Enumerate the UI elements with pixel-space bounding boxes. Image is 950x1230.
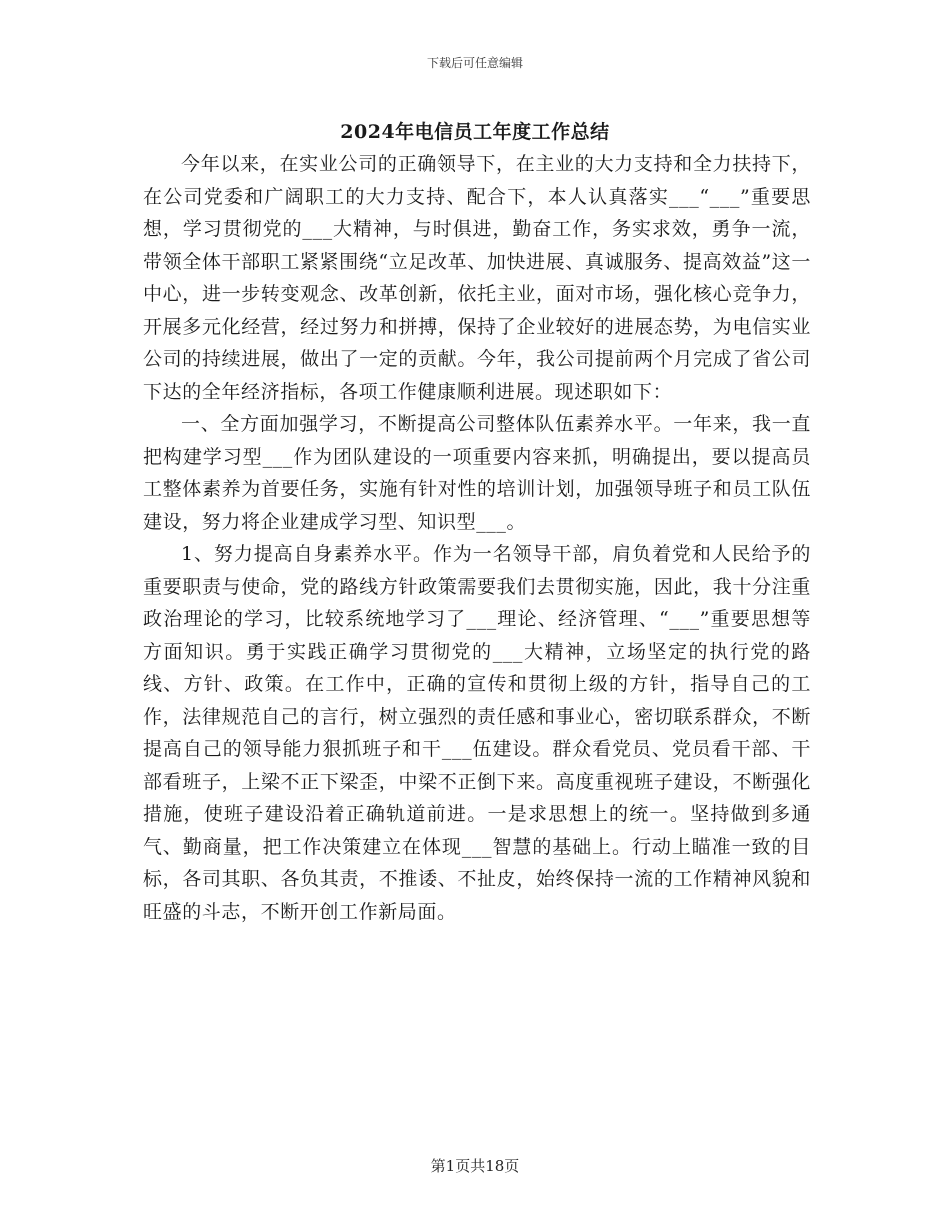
- page-footer: 第1页共18页: [430, 1157, 520, 1175]
- paragraph-subsection-1: 1、努力提高自身素养水平。作为一名领导干部，肩负着党和人民给予的重要职责与使命，党的路线方针政策需要我们去贯彻实施，因此，我十分注重政治理论的学习，比较系统地学习了___理论、经济管理、“___”重要思想等方面知识。勇于实践正确学习贯彻党的___大精神，立场坚定的执行党的路线、方针、政策。在工作中，正确的宣传和贯彻上级的方针，指导自己的工作，法律规范自己的言行，树立强烈的责任感和事业心，密切联系群众，不断提高自己的领导能力狠抓班子和干___伍建设。群众看党员、党员看干部、干部看班子，上梁不正下梁歪，中梁不正倒下来。高度重视班子建设，不断强化措施，使班子建设沿着正确轨道前进。一是求思想上的统一。坚持做到多通气、勤商量，把工作决策建立在体现___智慧的基础上。行动上瞄准一致的目标，各司其职、各负其责，不推诿、不扯皮，始终保持一流的工作精神风貌和旺盛的斗志，不断开创工作新局面。: [143, 543, 811, 923]
- paragraph-section-1: 一、全方面加强学习，不断提高公司整体队伍素养水平。一年来，我一直把构建学习型___作为团队建设的一项重要内容来抓，明确提出，要以提高员工整体素养为首要任务，实施有针对性的培训计划，加强领导班子和员工队伍建设，努力将企业建成学习型、知识型___。: [143, 413, 811, 533]
- paragraph-intro: 今年以来，在实业公司的正确领导下，在主业的大力支持和全力扶持下，在公司党委和广阔职工的大力支持、配合下，本人认真落实___“___”重要思想，学习贯彻党的___大精神，与时俱进，勤奋工作，务实求效，勇争一流，带领全体干部职工紧紧围绕“立足改革、加快进展、真诚服务、提高效益”这一中心，进一步转变观念、改革创新，依托主业，面对市场，强化核心竞争力，开展多元化经营，经过努力和拼搏，保持了企业较好的进展态势，为电信实业公司的持续进展，做出了一定的贡献。今年，我公司提前两个月完成了省公司下达的全年经济指标，各项工作健康顺利进展。现述职如下：: [143, 153, 811, 403]
- header-note: 下载后可任意编辑: [426, 56, 523, 70]
- document-body: [143, 148, 811, 928]
- document-title: 2024年电信员工年度工作总结: [340, 121, 610, 143]
